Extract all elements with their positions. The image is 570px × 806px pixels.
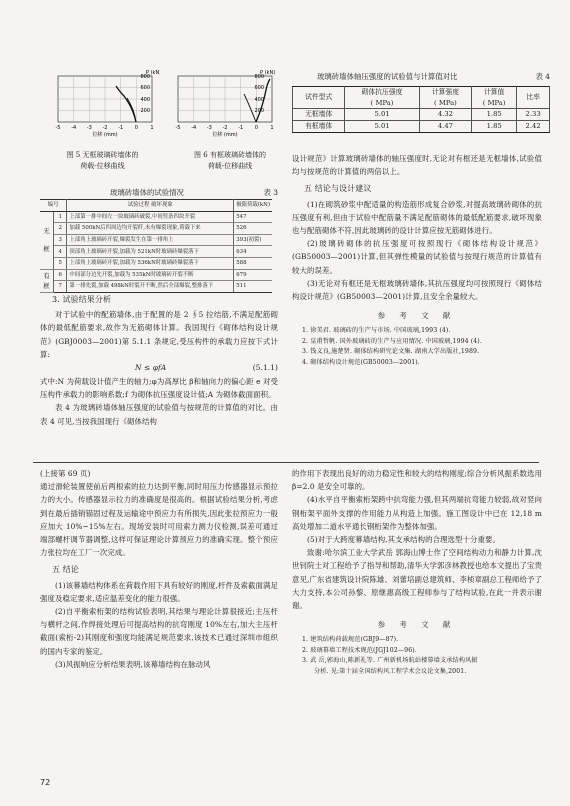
- table-row: 无框 1 上部第一排中间左一块玻璃砖破裂,中间竖条四块开裂 547: [40, 211, 272, 223]
- table-3-group: 无框: [40, 211, 54, 269]
- table-3-header: 试验过程 破坏现象: [67, 200, 234, 212]
- left-column-bottom: [40, 467, 278, 671]
- fig5-xtick: -2: [102, 125, 108, 131]
- paragraph: 表 4 为玻璃砖墙体轴压强度的试验值与按规范的计算值的对比。由表 4 可见,当按我国现行《砌体结构: [40, 403, 278, 426]
- fig5-ytick: 400: [140, 97, 150, 103]
- table-row: 4 顶部角上玻璃砖开裂,加载为 521kN时玻璃砖爆裂落下 634: [40, 246, 272, 258]
- table-row: 5 上部角上玻璃砖开裂,加载为 536kN时玻璃砖爆裂落下 588: [40, 257, 272, 269]
- paragraph: 致谢:哈尔滨工业大学武岳 郭海山博士作了空间结构动力和静力计算,沈世钊院士对工程给予了指导和帮助,清华大学郭彦林教授也给本文提出了宝贵意见,广东省建筑设计院陈雄、刘蕾培副总建筑师、李桢章副总工程师给予了大力支持,本公司孙黎、原继惠高级工程师参与了结构试验,在此一并表示谢谢。: [292, 548, 542, 611]
- figure-5-plot: [40, 68, 160, 138]
- fig6-ylabel: P (kN): [260, 70, 276, 76]
- table-3-title: 玻璃砖墙体的试验情况: [110, 188, 184, 197]
- paragraph: 式中:N 为荷载设计值产生的轴力;φ为高厚比 β和轴向力的偏心距 e 对受压构件承载力的影响系数;f 为砌体抗压强度设计值;A 为砌体截面面积。: [40, 377, 278, 400]
- table-4: [292, 86, 550, 133]
- table-row: 有框 6 中间部分边先开裂,加载为 535kN时玻璃砖开裂不断 679: [40, 269, 272, 281]
- continued-note: (上接第 69 页): [40, 469, 91, 478]
- fig6-xtick: -3: [206, 125, 212, 131]
- fig6-ytick: 600: [254, 85, 264, 91]
- table-4-header: 计算强度 ( MPa): [419, 87, 471, 109]
- figure-5: [40, 68, 160, 138]
- fig6-xtick: -4: [191, 125, 197, 131]
- formula-number: (5.1.1): [252, 363, 278, 373]
- reference-item: 2. 皇甫哲帆. 国外玻璃砖的生产与应用情况. 中国玻璃,1994 (4).: [302, 337, 482, 345]
- fig5-ylabel: P (kN): [146, 70, 160, 76]
- table-row: 3 上部角上玻璃砖开裂,爆裂发生在第一排角上 393(初裂): [40, 234, 272, 246]
- fig5-xlabel: 位移 (mm): [92, 132, 118, 138]
- references-heading: 参 考 文 献: [377, 311, 457, 321]
- fig6-xtick: -2: [222, 125, 228, 131]
- fig5-xtick: -3: [86, 125, 92, 131]
- fig6-xtick: 1: [270, 125, 274, 131]
- reference-item: 3. 钱义良,施楚贤. 砌体结构研究论文集. 湖南大学出版社,1989.: [302, 348, 480, 356]
- reference-item: 1. 徐美君. 玻璃砖的生产与市场. 中国玻璃,1993 (4).: [302, 327, 451, 335]
- fig5-curve: [116, 86, 136, 122]
- paragraph: (2)自平衡索桁架的结构试验表明,其结果与理论计算很接近;主压杆与横杆之间,作焊接处理后可提高结构的抗弯刚度 10%左右,加大主压杆截面(索桁-2)其刚度和强度均能满足规范要求,该技术已通过深圳市组织的国内专家的鉴定。: [40, 607, 278, 656]
- paragraph: (4)水平自平衡索桁架跨中抗弯能力强,但其两端抗弯能力较弱,故对竖向钢桁架平面外支撑的作用能力从构造上加强。施工图设计中已在 12,18 m 高处增加二道水平通长钢桁架作为整体加强。: [292, 495, 542, 531]
- figure-6-plot: [160, 68, 280, 138]
- fig6-xtick: -5: [175, 125, 181, 131]
- paragraph: 设计规范》计算玻璃砖墙体的轴压强度时,无论对有框还是无框墙体,试验值均与按规范的计算值的两倍以上。: [292, 154, 542, 177]
- fig5-xtick: 0: [134, 125, 138, 131]
- fig6-xtick: -1: [238, 125, 244, 131]
- right-column-top: [292, 152, 542, 368]
- reference-item: 3. 武 岳,郭海山,陈新礼等. 广州新机场航站楼幕墙支承结构风振: [302, 657, 478, 665]
- fig5-ytick: 200: [140, 108, 150, 114]
- paragraph: 的作用下表现出良好的动力稳定性和较大的结构刚度;综合分析风振系数选用 β=2.0 是安全可靠的。: [292, 469, 542, 492]
- paragraph: (3)风振响应分析结果表明,该幕墙结构在脉动风: [55, 659, 211, 669]
- section-heading: 3. 试验结果分析: [52, 295, 112, 304]
- paragraph: (3)无论对有框还是无框玻璃砖墙体,其抗压强度均可按照现行《砌体结构设计规范》(GB50003—2001)计算,且安全余量较大。: [292, 278, 542, 302]
- left-column-top: [40, 289, 278, 428]
- table-3-label: 表 3: [263, 188, 278, 197]
- table-4-header: 计算值 ( MPa): [472, 87, 517, 109]
- reference-item: 分析. 见:第十届全国结构风工程学术会议论文集,2001.: [314, 667, 467, 675]
- table-4-header: 砌体抗压强度 ( MPa): [345, 87, 419, 109]
- fig5-xtick: -5: [55, 125, 61, 131]
- figure-5-caption: 图 5 无框玻璃砖墙体的 荷载-位移曲线: [66, 151, 139, 170]
- fig5-xtick: -4: [71, 125, 77, 131]
- table-row: 无框墙体 5.01 4.32 1.85 2.33: [293, 109, 550, 121]
- reference-item: 2. 玻璃幕墙工程技术规范(JGJ102—96).: [302, 646, 417, 654]
- table-4-label: 表 4: [535, 72, 550, 81]
- paragraph: (5)对于大跨度幕墙结构,其支承结构的合理选型十分重要。: [307, 535, 500, 545]
- fig6-ytick: 200: [254, 108, 264, 114]
- fig6-ytick: 400: [254, 97, 264, 103]
- paragraph: 对于试验中的配筋墙体,由于配置的是 2 ∮5 拉结筋,不满足配筋砌体的最低配筋要求,故作为无筋砌体计算。我国现行《砌体结构设计规范》(GBJ0003—2001)第 5.1.1 条规定,受压构件的承载力应按下式计算:: [40, 310, 278, 359]
- fig5-xtick: -1: [118, 125, 124, 131]
- formula: [40, 361, 278, 375]
- fig6-xlabel: 位移 (mm): [212, 132, 238, 138]
- section-heading: 五 结论与设计建议: [304, 184, 372, 194]
- section-heading: 五 结论: [52, 565, 79, 575]
- fig6-ytick: 800: [254, 74, 264, 80]
- reference-item: 4. 砌体结构设计规范(GB50003—2001).: [302, 358, 420, 366]
- page-number: 72: [40, 778, 51, 787]
- figure-6-caption: 图 6 有框玻璃砖墙体的 荷载-位移曲线: [194, 151, 266, 170]
- table-3-header: 极限荷载(kN): [234, 200, 272, 212]
- table-4-header: 试件型式: [293, 87, 345, 109]
- table-3-header: 编号: [40, 200, 67, 212]
- table-row: 2 加载 500kN后四周边均开裂纤,未有爆裂现象,荷载下来 526: [40, 223, 272, 235]
- paragraph: (2)玻璃砖砌体的抗压强度可按照现行《砌体结构设计规范》(GB50003—2001)计算,但其弹性模量的试验值与按现行规范的计算值有较大的误差。: [292, 239, 542, 275]
- table-3-group: 有框: [40, 269, 54, 292]
- figure-6: [160, 68, 280, 138]
- right-column-bottom: [292, 467, 542, 677]
- paragraph: (1)在砌筑砂浆中配适量的构造筋形成复合砂浆,对提高玻璃砖砌体的抗压强度有利,但由于试验中配筋量不满足配筋砌体的最低配筋要求,破坏现象也与配筋砌体不符,因此玻璃砖的设计计算应按无筋砌体进行。: [292, 199, 542, 236]
- table-row: 有框墙体 5.01 4.47 1.85 2.42: [293, 121, 550, 133]
- section-divider: [33, 462, 539, 463]
- fig5-ytick: 600: [140, 85, 150, 91]
- fig5-ytick: 800: [140, 74, 150, 80]
- table-4-title: 玻璃砖墙体轴压强度的试验值与计算值对比: [317, 72, 458, 81]
- fig5-xtick: 1: [150, 125, 154, 131]
- table-3: [40, 199, 272, 293]
- table-row: 7 第一排先裂,加载 498kN时裂开不断,然后全部爆裂,整排落下 511: [40, 281, 272, 293]
- references-heading: 参 考 文 献: [377, 620, 457, 630]
- formula-expression: N ≤ φfA: [135, 363, 167, 373]
- paragraph: 通过滑轮装置使前后两根索的拉力达到平衡,同时用压力传感器显示预拉力的大小。传感器显示拉力的准确度是很高的。根据试验结果分析,考虑到在最后插销锚固过程及运输途中预应力有所损失,因此张拉预应力一般应加大 10%~15%左右。现场安装时可用索力测力仪检测,误差可通过端部螺杆调节器调整,这样可保证理论计算预应力的准确实现。整个预应力张拉均在工厂一次完成。: [40, 482, 278, 558]
- table-4-header: 比率: [517, 87, 550, 109]
- reference-item: 1. 建筑结构荷载规范(GBJ9—87).: [302, 636, 399, 644]
- paragraph: (1)该幕墙结构体系在荷载作用下具有较好的刚度,杆件及索截面满足强度及稳定要求,适应温差变化的能力很强。: [40, 580, 278, 603]
- fig6-xtick: 0: [254, 125, 258, 131]
